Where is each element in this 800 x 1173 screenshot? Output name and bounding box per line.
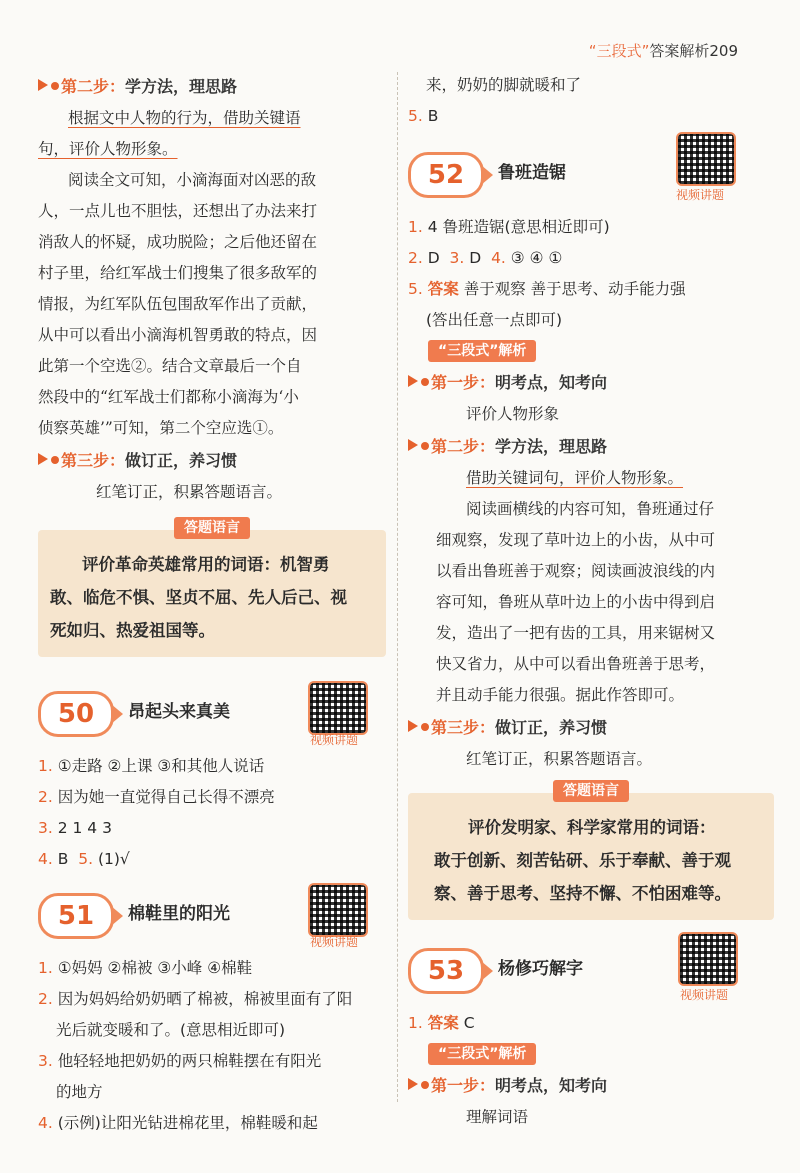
section-title: 鲁班造锯 [498,163,566,183]
bullet-arrow-icon [38,453,48,465]
answer-row-cont: 光后就变暖和了。(意思相近即可) [56,1021,286,1039]
three-step-analysis-tag: “三段式”解析 [428,1043,536,1065]
section-number: 50 [38,691,114,737]
bullet-dot-icon [421,1081,429,1089]
analysis-line: 阅读全文可知，小滴海面对凶恶的敌 [68,171,317,189]
column-divider [397,72,398,1102]
bullet-arrow-icon [408,1078,418,1090]
method-line: 根据文中人物的行为，借助关键语 [68,109,301,127]
video-caption[interactable]: 视频讲题 [680,988,729,1002]
step-three-heading: 第三步：做订正，养习惯 [408,711,774,744]
qr-code-icon[interactable] [308,681,368,735]
section-50-header [38,685,386,747]
bullet-dot-icon [51,82,59,90]
step-one-heading: 第一步：明考点，知考向 [408,1069,774,1102]
analysis-line: 消敌人的怀疑，成功脱险；之后他还留在 [38,233,318,251]
section-number: 52 [408,152,484,198]
answer-row: 1. ①走路 ②上课 ③和其他人说话 [38,757,265,775]
analysis-line: 人，一点儿也不胆怯，还想出了办法来打 [38,202,318,220]
answer-language-box [408,783,774,920]
answer-language-line: 死如归、热爱祖国等。 [50,621,215,640]
analysis-line: 细观察，发现了草叶边上的小齿，从中可 [436,531,716,549]
qr-code-icon[interactable] [676,132,736,186]
answer-row: 5. B [408,107,439,125]
analysis-line: 容可知，鲁班从草叶边上的小齿中得到启 [436,593,716,611]
answer-row: 3. 2 1 4 3 [38,819,112,837]
answer-row-cont: (答出任意一点即可) [426,311,563,329]
analysis-line: 快又省力，从中可以看出鲁班善于思考， [436,655,716,673]
page-header [589,40,738,61]
answer-row: 2. D 3. D 4. ③ ④ ① [408,249,563,267]
answer-language-line: 评价发明家、科学家常用的词语： [468,818,716,837]
answer-row: 1. 答案 C [408,1014,475,1032]
step-three-text: 红笔订正，积累答题语言。 [96,483,283,501]
analysis-line: 发，造出了一把有齿的工具，用来锯树又 [436,624,716,642]
video-caption[interactable]: 视频讲题 [310,733,359,747]
bullet-arrow-icon [408,375,418,387]
answer-language-line: 察、善于思考、坚持不懈、不怕困难等。 [434,884,731,903]
section-53-header [408,942,774,1004]
step-one-heading: 第一步：明考点，知考向 [408,366,774,399]
analysis-line: 然段中的“红军战士们都称小滴海为‘小 [38,388,299,406]
three-step-analysis-tag: “三段式”解析 [428,340,536,362]
bullet-dot-icon [51,456,59,464]
answer-language-box [38,520,386,657]
step-three-text: 红笔订正，积累答题语言。 [466,750,653,768]
qr-code-icon[interactable] [678,932,738,986]
answer-language-line: 敢于创新、刻苦钻研、乐于奉献、善于观 [434,851,731,870]
analysis-line: 阅读画横线的内容可知，鲁班通过仔 [466,500,715,518]
analysis-line: 以看出鲁班善于观察；阅读画波浪线的内 [436,562,716,580]
analysis-line: 此第一个空选②。结合文章最后一个自 [38,357,302,375]
step-two-heading: 第二步：学方法，理思路 [38,70,386,103]
video-caption[interactable]: 视频讲题 [310,935,359,949]
bullet-arrow-icon [408,720,418,732]
header-title: 答案解析 [649,42,710,60]
right-column [408,70,774,1133]
bullet-arrow-icon [38,79,48,91]
video-caption[interactable]: 视频讲题 [676,188,725,202]
method-line: 句，评价人物形象。 [38,140,178,158]
analysis-line: 从中可以看出小滴海机智勇敢的特点，因 [38,326,318,344]
method-line: 借助关键词句，评价人物形象。 [466,469,684,487]
answer-row: 1. 4 鲁班造锯(意思相近即可) [408,218,610,236]
section-title: 杨修巧解字 [498,959,583,979]
qr-code-icon[interactable] [308,883,368,937]
section-title: 棉鞋里的阳光 [128,904,230,924]
bullet-arrow-icon [408,439,418,451]
bullet-dot-icon [421,378,429,386]
section-51-header [38,887,386,949]
section-number: 51 [38,893,114,939]
answer-language-tag: 答题语言 [174,517,250,539]
header-quote-word: “三段式” [588,42,650,60]
answer-row: 2. 因为妈妈给奶奶晒了棉被，棉被里面有了阳 [38,990,353,1008]
page-number: 209 [709,42,738,60]
answer-language-line: 评价革命英雄常用的词语：机智勇 [82,555,330,574]
step-one-text: 评价人物形象 [466,405,560,423]
bullet-dot-icon [421,442,429,450]
answer-row-cont: 来，奶奶的脚就暖和了 [426,76,582,94]
analysis-line: 侦察英雄’”可知，第二个空应选①。 [38,419,284,437]
answer-row: 5. 答案 善于观察 善于思考、动手能力强 [408,280,686,298]
answer-language-line: 敢、临危不惧、坚贞不屈、先人后己、视 [50,588,347,607]
answer-row: 4. B 5. (1)√ [38,850,130,868]
answer-row: 4. (示例)让阳光钻进棉花里，棉鞋暖和起 [38,1114,318,1132]
answer-row: 1. ①妈妈 ②棉被 ③小峰 ④棉鞋 [38,959,253,977]
analysis-line: 并且动手能力很强。据此作答即可。 [436,686,685,704]
section-number: 53 [408,948,484,994]
answer-row: 3. 他轻轻地把奶奶的两只棉鞋摆在有阳光 [38,1052,322,1070]
step-three-heading: 第三步：做订正，养习惯 [38,444,386,477]
answer-row: 2. 因为她一直觉得自己长得不漂亮 [38,788,275,806]
analysis-line: 村子里，给红军战士们搜集了很多敌军的 [38,264,318,282]
step-two-heading: 第二步：学方法，理思路 [408,430,774,463]
answer-language-tag: 答题语言 [553,780,629,802]
answer-row-cont: 的地方 [56,1083,103,1101]
left-column [38,70,386,1139]
section-52-header [408,146,774,208]
step-one-text: 理解词语 [466,1108,529,1126]
analysis-line: 情报，为红军队伍包围敌军作出了贡献， [38,295,318,313]
bullet-dot-icon [421,723,429,731]
section-title: 昂起头来真美 [128,702,230,722]
